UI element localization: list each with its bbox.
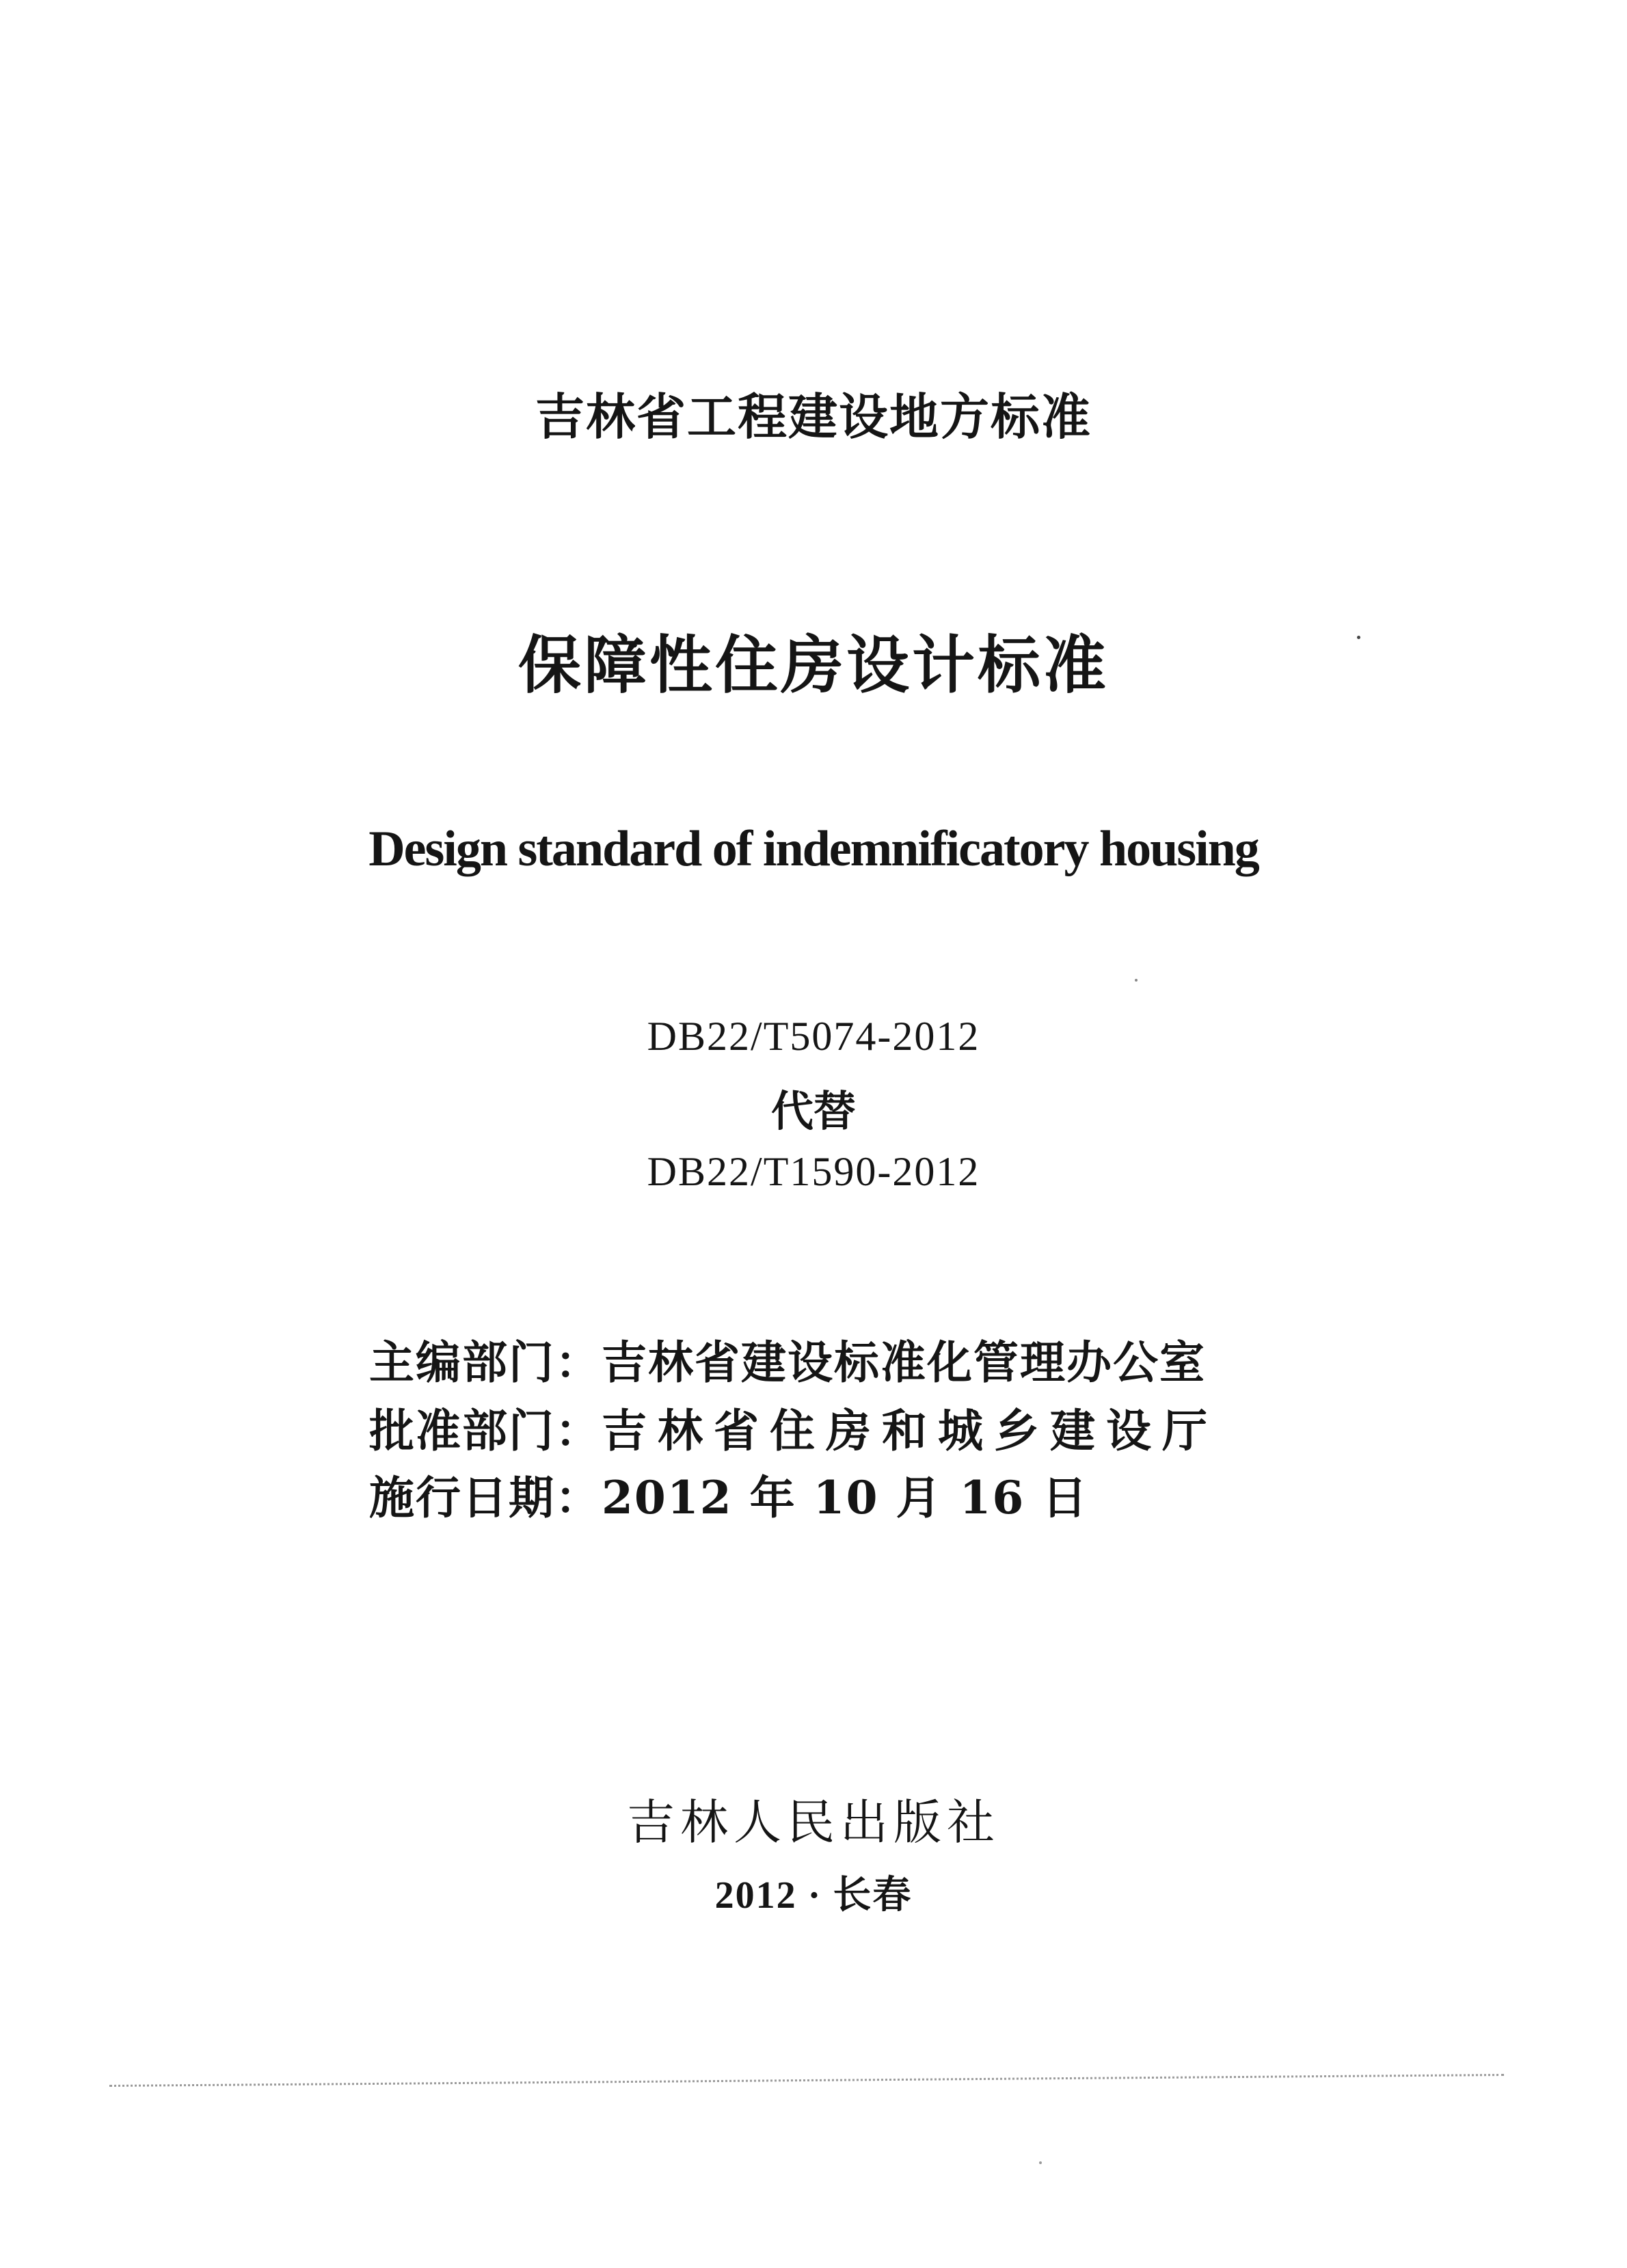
replaces-label: 代替 <box>770 1086 856 1136</box>
effective-date <box>369 1461 1088 1526</box>
approver-department <box>369 1394 1218 1459</box>
document-title: 保障性住房设计标准 <box>517 629 1109 702</box>
scan-speck <box>1039 2161 1042 2164</box>
approver-value: 吉林省住房和城乡建设厅 <box>602 1404 1218 1457</box>
scan-speck <box>1357 636 1360 639</box>
effective-date-value: 2012 年 10 月 16 日 <box>602 1471 1089 1524</box>
replaced-standard-code: DB22/T1590-2012 <box>647 1149 980 1194</box>
editor-department <box>369 1326 1206 1391</box>
standard-series: 吉林省工程建设地方标准 <box>535 388 1092 446</box>
scan-speck <box>1135 979 1138 982</box>
editor-label: 主编部门： <box>369 1336 602 1389</box>
approver-label: 批准部门： <box>369 1404 602 1457</box>
effective-date-label: 施行日期： <box>369 1471 602 1524</box>
publish-place-year: 2012 · 长春 <box>714 1874 913 1917</box>
editor-value: 吉林省建设标准化管理办公室 <box>602 1336 1206 1389</box>
standard-code: DB22/T5074-2012 <box>647 1014 980 1059</box>
scan-artifact-line <box>109 2074 1504 2087</box>
publisher: 吉林人民出版社 <box>627 1794 1000 1850</box>
english-title: Design standard of indemnificatory housing <box>368 821 1259 877</box>
